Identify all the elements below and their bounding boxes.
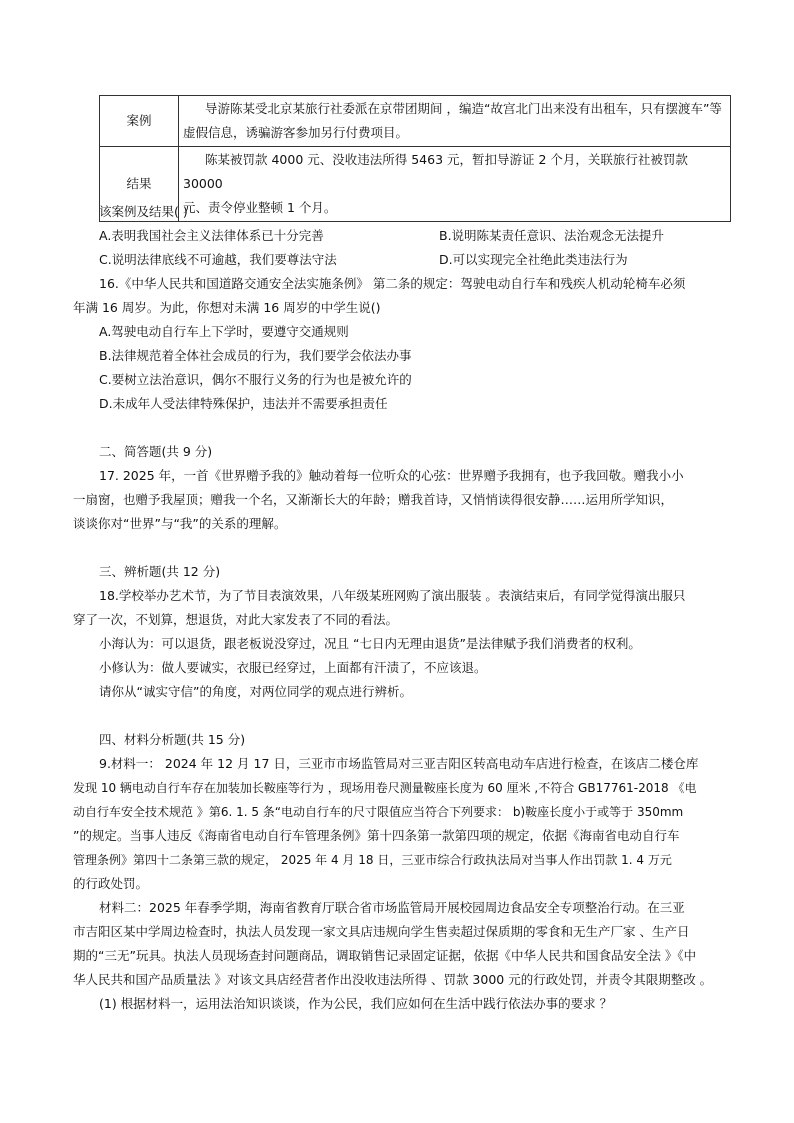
q18-line2: 穿了一次，不划算，想退货，对此大家发表了不同的看法。	[73, 612, 399, 627]
result-text-line2: 元、责令停业整顿 1 个月。	[183, 200, 337, 215]
q15-option-b: B.说明陈某责任意识、法治观念无法提升	[439, 228, 665, 243]
result-row	[100, 147, 731, 222]
case-text-line1: 导游陈某受北京某旅行社委派在京带团期间 ，编造“故宫北门出来没有出租车，只有摆渡车”等	[205, 101, 722, 116]
q16-option-b: B.法律规范着全体社会成员的行为，我们要学会依法办事	[99, 348, 412, 363]
material1-line5: 管理条例》第四十二条第三款的规定， 2025 年 4 月 18 日，三亚市综合行政执法局对当事人作出罚款 1. 4 万元	[73, 853, 672, 867]
case-text-line2: 虚假信息，诱骗游客参加另行付费项目。	[183, 125, 409, 140]
material1-line6: 的行政处罚。	[73, 876, 149, 891]
case-content	[179, 96, 731, 147]
result-text-line1: 陈某被罚款 4000 元、没收违法所得 5463 元，暂扣导游证 2 个月，关联旅行社被罚款 30000	[183, 152, 688, 191]
q17-line3: 谈谈你对“世界”与“我”的关系的理解。	[73, 516, 287, 531]
q15-stem: 该案例及结果( )	[99, 204, 188, 219]
material2-line3: 期的“三无”玩具。执法人员现场查封问题商品，调取销售记录固定证据，依据《中华人民共和国食品安全法 》《中	[73, 948, 697, 963]
section4-title: 四、材料分析题(共 15 分)	[99, 732, 246, 747]
material2-line2: 市吉阳区某中学周边检查时，执法人员发现一家文具店违规向学生售卖超过保质期的零食和无生产厂家 、生产日	[73, 924, 690, 939]
material1-line3: 动自行车安全技术规范 》第6. 1. 5 条“电动自行车的尺寸限值应当符合下列要求： b)鞍座长度小于或等于 350mm	[73, 805, 684, 819]
result-content	[179, 147, 731, 222]
section2-title: 二、简答题(共 9 分)	[99, 444, 213, 459]
material2-line4: 华人民共和国产品质量法 》对该文具店经营者作出没收违法所得 、罚款 3000 元的行政处罚，并责令其限期整改 。	[73, 972, 713, 987]
q16-option-c: C.要树立法治意识，偶尔不服行义务的行为也是被允许的	[99, 372, 412, 387]
q17-line2: 一扇窗，也赠予我屋顶；赠我一个名，又渐渐长大的年龄；赠我首诗，又悄悄读得很安静……运用所学知识，	[73, 492, 674, 507]
q16-option-a: A.驾驶电动自行车上下学时，要遵守交通规则	[99, 324, 349, 339]
section3-title: 三、辨析题(共 12 分)	[99, 564, 221, 579]
xiaoxiu-view: 小修认为：做人要诚实，衣服已经穿过，上面都有汗渍了，不应该退。	[99, 660, 487, 675]
q16-stem-line1: 16.《中华人民共和国道路交通安全法实施条例》 第二条的规定：驾驶电动自行车和残疾人机动轮椅车必须	[99, 276, 686, 291]
q15-option-a: A.表明我国社会主义法律体系已十分完善	[99, 228, 324, 243]
q16-option-d: D.未成年人受法律特殊保护，违法并不需要承担责任	[99, 396, 388, 411]
q15-option-d: D.可以实现完全社绝此类违法行为	[439, 252, 628, 267]
q18-ask: 请你从“诚实守信”的角度，对两位同学的观点进行辨析。	[99, 684, 412, 699]
material1-line1: 9.材料一： 2024 年 12 月 17 日，三亚市市场监管局对三亚吉阳区转高电动车店进行检查，在该店二楼仓库	[99, 756, 699, 771]
q16-stem-line2: 年满 16 周岁。为此，你想对未满 16 周岁的中学生说()	[73, 300, 381, 315]
case-row	[100, 96, 731, 147]
sub-question-1: (1) 根据材料一，运用法治知识谈谈，作为公民，我们应如何在生活中践行依法办事的要求 ？	[99, 996, 613, 1011]
xiaohai-view: 小海认为：可以退货，跟老板说没穿过，况且 “七日内无理由退货”是法律赋予我们消费者的权利。	[99, 636, 641, 651]
result-label: 结果	[100, 147, 179, 222]
material2-line1: 材料二：2025 年春季学期，海南省教育厅联合省市场监管局开展校园周边食品安全专项整治行动。在三亚	[99, 900, 685, 915]
material1-line4: ”的规定。当事人违反《海南省电动自行车管理条例》第十四条第一款第四项的规定，依据《海南省电动自行车	[73, 828, 680, 843]
q15-option-c: C.说明法律底线不可逾越，我们要尊法守法	[99, 252, 337, 267]
q17-line1: 17. 2025 年，一首《世界赠予我的》触动着每一位听众的心弦：世界赠予我拥有，也予我回敬。赠我小小	[99, 468, 684, 483]
q18-line1: 18.学校举办艺术节，为了节目表演效果，八年级某班网购了演出服装 。表演结束后，有同学觉得演出服只	[99, 588, 686, 603]
case-label: 案例	[100, 96, 179, 147]
case-table	[99, 95, 731, 222]
material1-line2: 发现 10 辆电动自行车存在加装加长鞍座等行为 ，现场用卷尺测量鞍座长度为 60 厘米 ,不符合 GB17761-2018 《电	[73, 781, 697, 795]
